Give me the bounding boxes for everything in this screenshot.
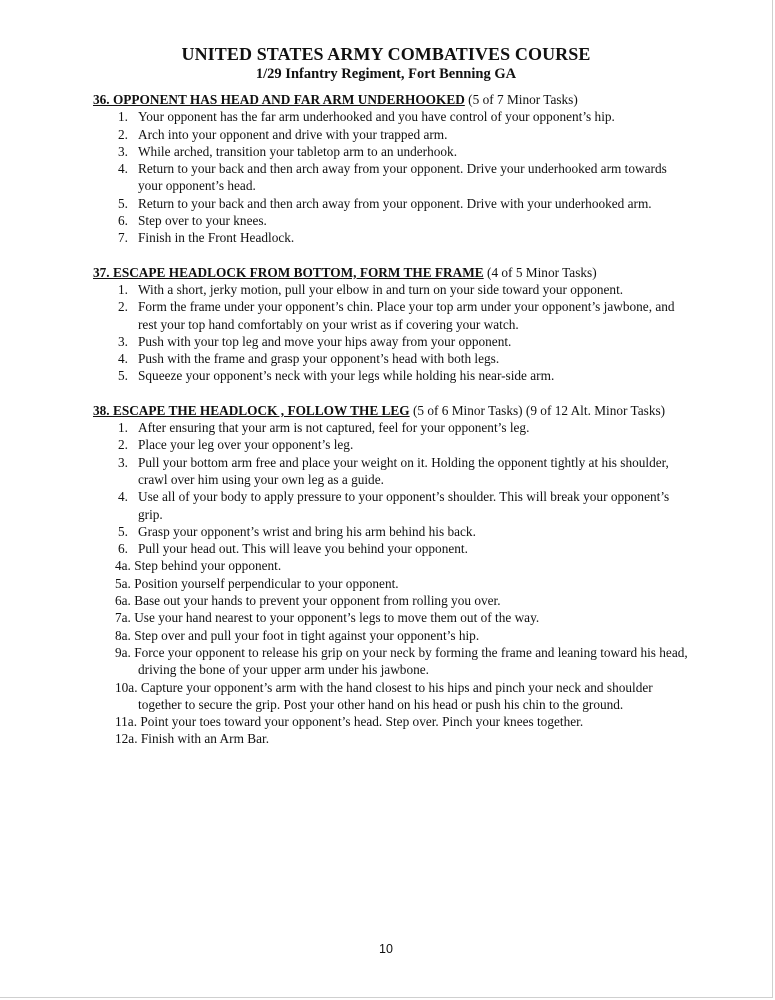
list-item [93, 350, 693, 367]
list-item [93, 644, 693, 679]
page-number: 10 [379, 942, 393, 956]
step-text: Force your opponent to release his grip on your neck by forming the frame and leaning toward his head, driving the bone of your upper arm under his jawbone. [134, 644, 688, 678]
list-item [93, 575, 693, 592]
step-number: 6. [118, 541, 128, 557]
step-number: 3. [118, 333, 128, 349]
step-number: 8a. [115, 627, 131, 643]
step-number: 9a. [115, 644, 131, 660]
step-number: 5. [118, 195, 128, 211]
section-heading [93, 402, 693, 419]
list-item [93, 540, 693, 557]
step-list [93, 108, 693, 246]
document-body [93, 91, 693, 765]
list-item [93, 367, 693, 384]
step-text: Finish with an Arm Bar. [140, 731, 270, 747]
step-text: Grasp your opponent’s wrist and bring his arm behind his back. [138, 523, 476, 539]
section-title: 37. ESCAPE HEADLOCK FROM BOTTOM, FORM THE FRAME [93, 264, 484, 280]
list-item [93, 298, 693, 333]
step-number: 7a. [115, 610, 131, 626]
step-text: Squeeze your opponent’s neck with your legs while holding his near-side arm. [138, 368, 555, 384]
step-list [93, 419, 693, 748]
list-item [93, 229, 693, 246]
list-item [93, 627, 693, 644]
step-text: Return to your back and then arch away from your opponent. Drive your underhooked arm towards your opponent’s head. [138, 161, 667, 194]
section-38 [93, 402, 693, 748]
list-item [93, 523, 693, 540]
step-number: 12a. [115, 731, 138, 747]
step-text: Use your hand nearest to your opponent’s legs to move them out of the way. [134, 610, 540, 626]
step-number: 3. [118, 454, 128, 470]
section-title: 38. ESCAPE THE HEADLOCK , FOLLOW THE LEG [93, 402, 410, 418]
step-number: 5. [118, 523, 128, 539]
section-37 [93, 264, 693, 385]
list-item [93, 609, 693, 626]
list-item [93, 333, 693, 350]
step-text: Push with the frame and grasp your opponent’s head with both legs. [138, 351, 500, 367]
step-number: 5a. [115, 575, 131, 591]
step-number: 1. [118, 109, 128, 125]
step-number: 7. [118, 230, 128, 246]
step-number: 3. [118, 143, 128, 159]
step-number: 6a. [115, 593, 131, 609]
step-text: Step over to your knees. [138, 213, 267, 229]
step-text: Use all of your body to apply pressure to your opponent’s shoulder. This will break your opponent’s grip. [138, 489, 670, 522]
section-heading [93, 264, 693, 281]
step-text: Return to your back and then arch away from your opponent. Drive with your underhooked arm. [138, 195, 652, 211]
section-task-count: (4 of 5 Minor Tasks) [483, 264, 597, 280]
list-item [93, 730, 693, 747]
list-item [93, 212, 693, 229]
step-text: Capture your opponent’s arm with the hand closest to his hips and pinch your neck and shoulder together to secure the grip. Post your other hand on his head or push his chin to the ground. [138, 679, 653, 712]
step-number: 2. [118, 299, 128, 315]
list-item [93, 419, 693, 436]
step-list [93, 281, 693, 385]
step-text: Your opponent has the far arm underhooked and you have control of your opponent’s hip. [138, 109, 615, 125]
step-text: Pull your head out. This will leave you behind your opponent. [138, 541, 468, 557]
step-number: 2. [118, 437, 128, 453]
step-text: Base out your hands to prevent your opponent from rolling you over. [134, 593, 501, 609]
list-item [93, 713, 693, 730]
list-item [93, 195, 693, 212]
step-text: Pull your bottom arm free and place your weight on it. Holding the opponent tightly at his shoulder, crawl over him using your own leg as a guide. [138, 454, 669, 487]
step-text: Point your toes toward your opponent’s head. Step over. Pinch your knees together. [140, 714, 584, 730]
list-item [93, 488, 693, 523]
step-number: 10a. [115, 679, 138, 695]
step-text: Position yourself perpendicular to your opponent. [134, 575, 399, 591]
section-task-count: (5 of 6 Minor Tasks) (9 of 12 Alt. Minor Tasks) [409, 402, 666, 418]
step-number: 1. [118, 420, 128, 436]
list-item [93, 679, 693, 714]
page-subtitle: 1/29 Infantry Regiment, Fort Benning GA [255, 66, 517, 82]
step-text: After ensuring that your arm is not captured, feel for your opponent’s leg. [138, 420, 530, 436]
step-text: Push with your top leg and move your hips away from your opponent. [138, 333, 512, 349]
list-item [93, 281, 693, 298]
section-task-count: (5 of 7 Minor Tasks) [464, 92, 578, 107]
step-number: 4a. [115, 558, 131, 574]
step-text: While arched, transition your tabletop arm to an underhook. [138, 143, 458, 159]
step-number: 6. [118, 213, 128, 229]
list-item [93, 454, 693, 489]
step-number: 11a. [115, 714, 138, 730]
step-text: With a short, jerky motion, pull your elbow in and turn on your side toward your opponent. [138, 281, 624, 297]
step-text: Place your leg over your opponent’s leg. [138, 437, 354, 453]
section-36 [93, 91, 693, 247]
list-item [93, 436, 693, 453]
step-number: 4. [118, 351, 128, 367]
list-item [93, 557, 693, 574]
step-text: Finish in the Front Headlock. [138, 230, 295, 246]
step-number: 4. [118, 489, 128, 505]
step-text: Arch into your opponent and drive with your trapped arm. [138, 126, 448, 142]
step-number: 2. [118, 126, 128, 142]
list-item [93, 592, 693, 609]
step-text: Step over and pull your foot in tight against your opponent’s hip. [134, 627, 480, 643]
list-item [93, 143, 693, 160]
step-number: 4. [118, 161, 128, 177]
list-item [93, 108, 693, 125]
section-title: 36. OPPONENT HAS HEAD AND FAR ARM UNDERHOOKED [93, 92, 465, 107]
list-item [93, 126, 693, 143]
step-number: 5. [118, 368, 128, 384]
step-number: 1. [118, 281, 128, 297]
step-text: Step behind your opponent. [134, 558, 282, 574]
page-title: UNITED STATES ARMY COMBATIVES COURSE [181, 44, 591, 64]
section-heading [93, 91, 693, 108]
step-text: Form the frame under your opponent’s chin. Place your top arm under your opponent’s jawbone, and rest your top hand comfortably on your wrist as if covering your watch. [138, 299, 675, 332]
list-item [93, 160, 693, 195]
